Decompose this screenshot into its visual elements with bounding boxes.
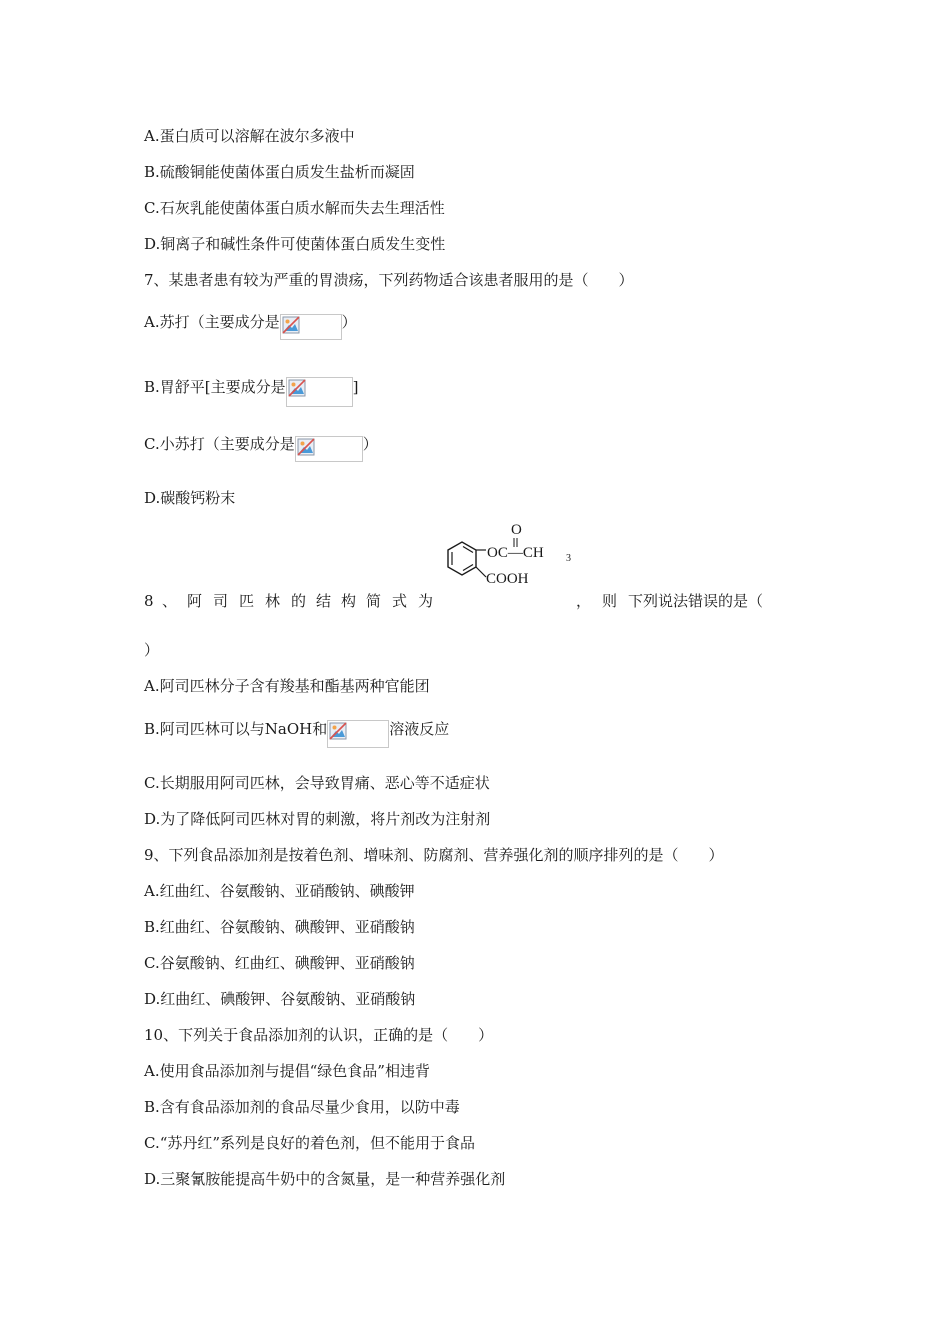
q6-option-c: C.石灰乳能使菌体蛋白质水解而失去生理活性 <box>144 199 445 217</box>
q8-stem-char: 则 <box>602 592 618 610</box>
methyl-subscript: 3 <box>566 553 571 564</box>
aspirin-structure <box>438 517 580 609</box>
q6-option-d: D.铜离子和碱性条件可使菌体蛋白质发生变性 <box>144 235 446 253</box>
q7-option-a <box>144 306 357 340</box>
q8-stem-char: 8 <box>144 592 154 610</box>
q8-stem-char: 下列说法错误的是（ <box>628 592 764 610</box>
q7-option-d: D.碳酸钙粉末 <box>144 489 236 507</box>
q8-stem-char: 式 <box>392 592 408 610</box>
q7-option-c-close: ） <box>362 435 378 453</box>
q9-stem: 9、下列食品添加剂是按着色剂、增味剂、防腐剂、营养强化剂的顺序排列的是（ ） <box>144 846 724 864</box>
q8-stem-char: 阿 <box>187 592 203 610</box>
ester-group-label: OC—CH <box>487 545 544 561</box>
q10-option-d: D.三聚氰胺能提高牛奶中的含氮量，是一种营养强化剂 <box>144 1170 506 1188</box>
q8-stem-char: 的 <box>291 592 307 610</box>
q8-option-b-suffix: 溶液反应 <box>389 720 450 738</box>
carbonyl-o-label: O <box>511 522 522 538</box>
q7-option-b-close: ] <box>352 378 359 396</box>
q7-option-b <box>144 369 359 407</box>
q9-option-c: C.谷氨酸钠、红曲红、碘酸钾、亚硝酸钠 <box>144 954 415 972</box>
broken-image-icon <box>327 720 389 748</box>
q7-option-a-text: A.苏打（主要成分是 <box>144 313 280 331</box>
q10-stem: 10、下列关于食品添加剂的认识，正确的是（ ） <box>144 1026 494 1044</box>
q8-stem-char: 结 <box>316 592 332 610</box>
q8-stem-char: 林 <box>265 592 281 610</box>
q9-option-d: D.红曲红、碘酸钾、谷氨酸钠、亚硝酸钠 <box>144 990 416 1008</box>
q7-option-b-text: B.胃舒平[主要成分是 <box>144 378 286 396</box>
q8-option-c: C.长期服用阿司匹林，会导致胃痛、恶心等不适症状 <box>144 774 490 792</box>
q7-option-c <box>144 428 378 462</box>
q6-option-b: B.硫酸铜能使菌体蛋白质发生盐析而凝固 <box>144 163 415 181</box>
q10-option-a: A.使用食品添加剂与提倡“绿色食品”相违背 <box>144 1062 430 1080</box>
q7-stem: 7、某患者患有较为严重的胃溃疡，下列药物适合该患者服用的是（ ） <box>144 271 634 289</box>
q8-stem-char: 构 <box>341 592 357 610</box>
carboxyl-group-label: COOH <box>486 571 529 587</box>
q8-option-d: D.为了降低阿司匹林对胃的刺激，将片剂改为注射剂 <box>144 810 491 828</box>
q8-stem-char: ， <box>576 592 592 610</box>
q7-option-a-close: ） <box>341 313 357 331</box>
q8-option-a: A.阿司匹林分子含有羧基和酯基两种官能团 <box>144 677 430 695</box>
q8-stem-char: 简 <box>366 592 382 610</box>
q10-option-b: B.含有食品添加剂的食品尽量少食用，以防中毒 <box>144 1098 460 1116</box>
q8-option-b <box>144 712 449 748</box>
broken-image-icon <box>286 377 353 407</box>
broken-image-icon <box>295 436 363 462</box>
q8-stem-char: 、 <box>162 592 178 610</box>
broken-image-icon <box>280 314 342 340</box>
q9-option-a: A.红曲红、谷氨酸钠、亚硝酸钠、碘酸钾 <box>144 882 415 900</box>
q8-stem-char: 为 <box>418 592 434 610</box>
q8-stem-continued: ） <box>144 641 160 659</box>
q8-stem-char: 司 <box>213 592 229 610</box>
q7-option-c-text: C.小苏打（主要成分是 <box>144 435 295 453</box>
q8-stem-char: 匹 <box>239 592 255 610</box>
q6-option-a: A.蛋白质可以溶解在波尔多液中 <box>144 127 355 145</box>
q9-option-b: B.红曲红、谷氨酸钠、碘酸钾、亚硝酸钠 <box>144 918 415 936</box>
q8-option-b-text: B.阿司匹林可以与NaOH和 <box>144 720 328 738</box>
q10-option-c: C.“苏丹红”系列是良好的着色剂，但不能用于食品 <box>144 1134 476 1152</box>
